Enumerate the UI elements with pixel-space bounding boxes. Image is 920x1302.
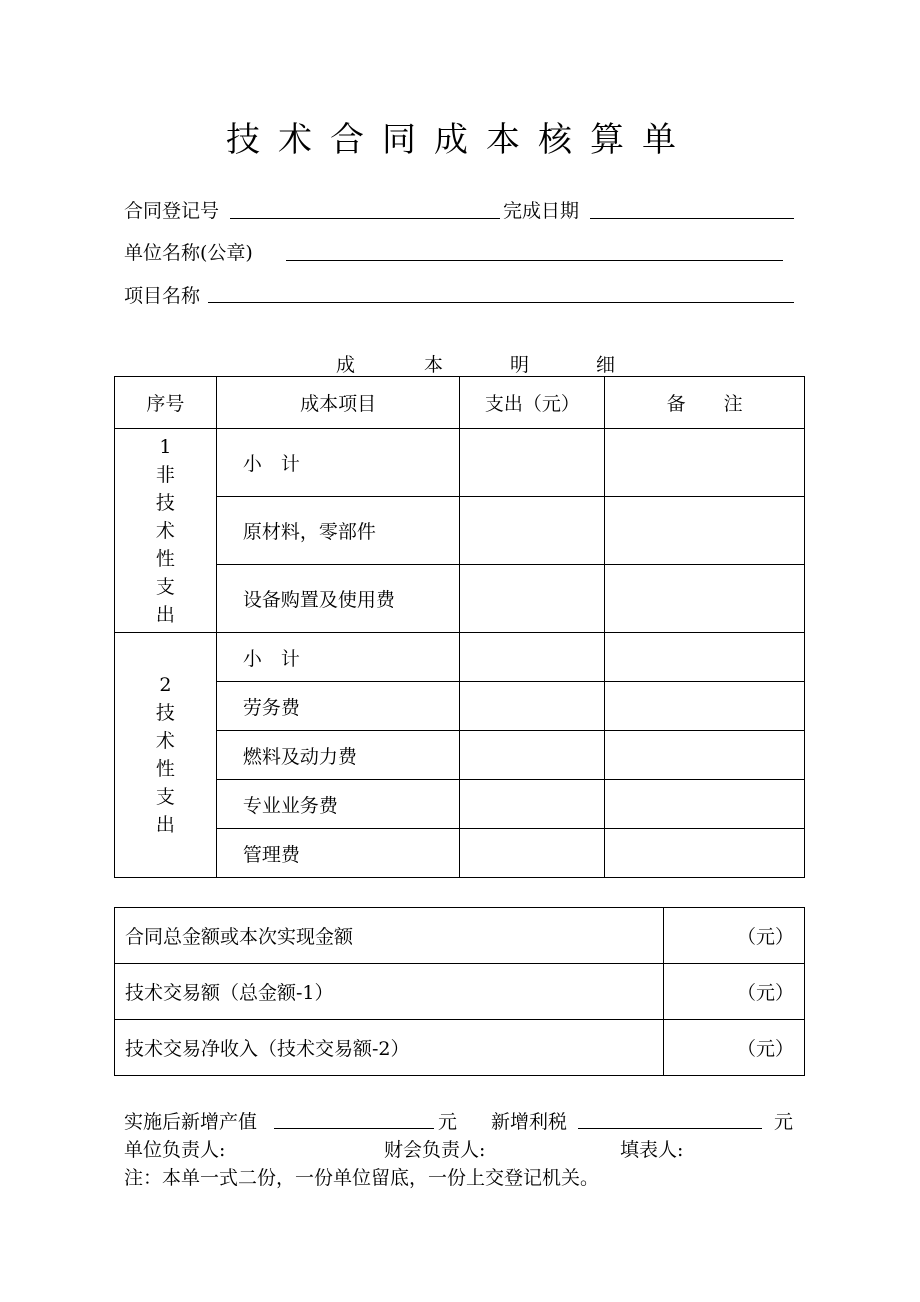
section-title-char: 明 [510, 354, 530, 376]
group2-char: 技 [155, 702, 175, 724]
summary-unit: （元） [664, 964, 805, 1020]
completion-date-input[interactable] [590, 218, 794, 219]
table-row [115, 780, 805, 829]
expense-cell[interactable] [460, 780, 605, 829]
note-text: 注：本单一式二份，一份单位留底，一份上交登记机关。 [124, 1167, 600, 1189]
summary-unit: （元） [664, 908, 805, 964]
summary-row[interactable] [115, 1020, 805, 1076]
summary-label: 技术交易额（总金额-1） [115, 964, 664, 1020]
summary-label: 技术交易净收入（技术交易额-2） [115, 1020, 664, 1076]
unit-head-label: 单位负责人: [124, 1139, 226, 1161]
new-tax-input[interactable] [578, 1128, 762, 1129]
group1-char: 出 [155, 603, 175, 626]
table-row [115, 565, 805, 633]
remarks-cell[interactable] [605, 731, 805, 780]
project-name-label: 项目名称 [124, 285, 201, 307]
cost-detail-table [114, 376, 805, 878]
expense-cell[interactable] [460, 829, 605, 878]
summary-row[interactable] [115, 964, 805, 1020]
group2-char: 性 [155, 758, 175, 780]
cost-item-label: 设备购置及使用费 [216, 565, 460, 633]
remarks-cell[interactable] [605, 497, 805, 565]
expense-cell[interactable] [460, 497, 605, 565]
remarks-cell[interactable] [605, 682, 805, 731]
section-title-char: 细 [596, 354, 616, 376]
remarks-cell[interactable] [605, 633, 805, 682]
group2-number: 2 [159, 674, 172, 696]
project-name-input[interactable] [208, 302, 794, 303]
group1-char: 非 [155, 463, 175, 486]
header-cost-item: 成本项目 [216, 377, 460, 429]
section-title-char: 成 [336, 354, 356, 376]
table-row [115, 829, 805, 878]
table-row [115, 731, 805, 780]
group2-char: 支 [155, 786, 175, 808]
cost-item-label: 原材料，零部件 [216, 497, 460, 565]
filler-label: 填表人: [620, 1139, 684, 1161]
table-header-row [115, 377, 805, 429]
cost-item-label: 小 计 [216, 429, 460, 497]
remarks-cell[interactable] [605, 829, 805, 878]
group1-char: 性 [155, 547, 175, 570]
yuan-label: 元 [438, 1111, 458, 1133]
table-row [115, 633, 805, 682]
expense-cell[interactable] [460, 633, 605, 682]
group1-char: 支 [155, 575, 175, 598]
remarks-cell[interactable] [605, 565, 805, 633]
summary-unit: （元） [664, 1020, 805, 1076]
group1-number: 1 [159, 435, 172, 458]
cost-item-label: 专业业务费 [216, 780, 460, 829]
expense-cell[interactable] [460, 429, 605, 497]
completion-date-label: 完成日期 [503, 200, 580, 222]
cost-item-label: 管理费 [216, 829, 460, 878]
summary-row[interactable] [115, 908, 805, 964]
new-output-input[interactable] [274, 1128, 434, 1129]
table-row [115, 429, 805, 497]
table-row [115, 682, 805, 731]
header-expense: 支出（元） [460, 377, 605, 429]
group2-char: 出 [155, 814, 175, 836]
group1-char: 术 [155, 519, 175, 542]
expense-cell[interactable] [460, 682, 605, 731]
cost-item-label: 小 计 [216, 633, 460, 682]
new-tax-label: 新增利税 [491, 1111, 568, 1133]
unit-name-input[interactable] [286, 260, 783, 261]
group2-label [115, 633, 217, 878]
cost-item-label: 燃料及动力费 [216, 731, 460, 780]
contract-reg-no-label: 合同登记号 [124, 200, 220, 222]
expense-cell[interactable] [460, 565, 605, 633]
yuan-label: 元 [774, 1111, 794, 1133]
cost-item-label: 劳务费 [216, 682, 460, 731]
summary-label: 合同总金额或本次实现金额 [115, 908, 664, 964]
table-row [115, 497, 805, 565]
group1-char: 技 [155, 491, 175, 514]
unit-name-label: 单位名称(公章) [124, 242, 253, 264]
remarks-cell[interactable] [605, 780, 805, 829]
new-output-label: 实施后新增产值 [124, 1111, 258, 1133]
section-title-char: 本 [424, 354, 444, 376]
page-title: 技术合同成本核算单 [226, 120, 694, 160]
remarks-cell[interactable] [605, 429, 805, 497]
header-number: 序号 [115, 377, 217, 429]
summary-table [114, 907, 805, 1076]
group1-label [115, 429, 217, 633]
group2-char: 术 [155, 730, 175, 752]
finance-head-label: 财会负责人: [384, 1139, 486, 1161]
contract-reg-no-input[interactable] [230, 218, 500, 219]
header-remarks: 备 注 [605, 377, 805, 429]
expense-cell[interactable] [460, 731, 605, 780]
